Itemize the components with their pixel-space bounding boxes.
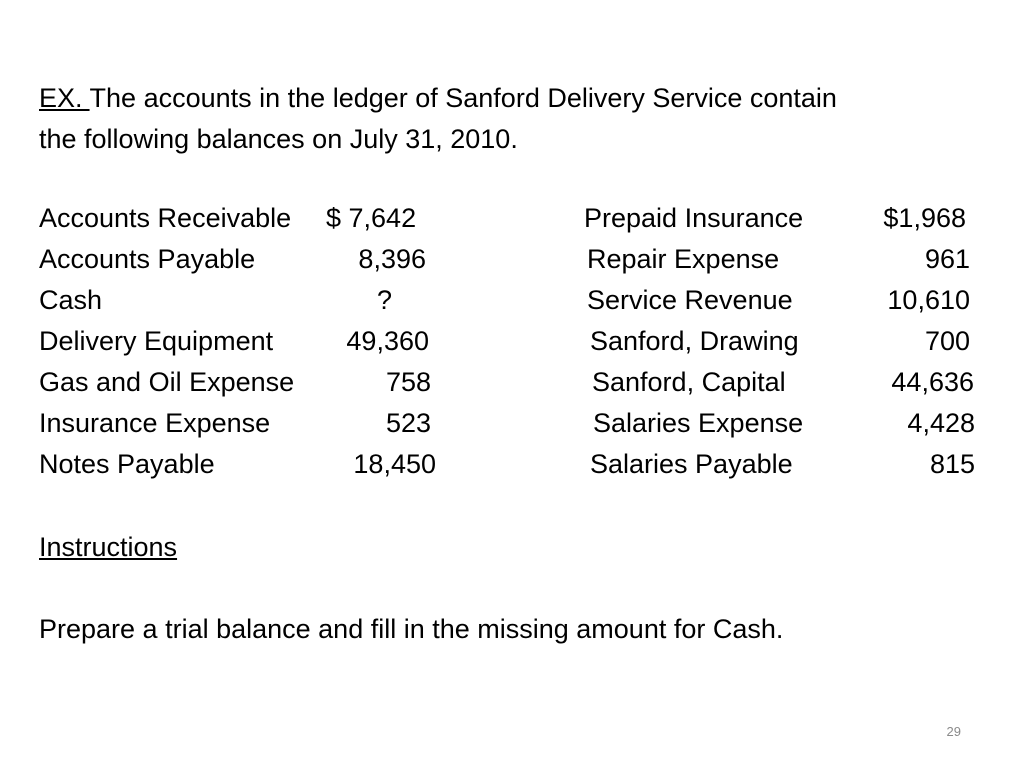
account-name: Sanford, Drawing — [590, 326, 799, 356]
account-amount: 758 — [385, 367, 431, 397]
account-amount: $1,968 — [883, 203, 966, 233]
account-name: Salaries Payable — [590, 449, 793, 479]
account-amount: 8,396 — [358, 244, 426, 274]
intro-text-1: The accounts in the ledger of Sanford Delivery Service contain — [89, 83, 837, 113]
example-label: EX. — [39, 83, 90, 113]
account-amount: 523 — [385, 408, 431, 438]
account-name: Repair Expense — [587, 244, 780, 274]
account-name: Accounts Receivable — [39, 203, 292, 233]
account-name: Salaries Expense — [593, 408, 804, 438]
account-amount: 4,428 — [907, 408, 975, 438]
account-name: Sanford, Capital — [592, 367, 786, 397]
instructions-heading: Instructions — [39, 532, 178, 562]
account-name: Insurance Expense — [39, 408, 271, 438]
account-name: Prepaid Insurance — [584, 203, 804, 233]
intro-line-2: the following balances on July 31, 2010. — [39, 124, 518, 154]
account-amount: 49,360 — [346, 326, 429, 356]
account-name: Gas and Oil Expense — [39, 367, 295, 397]
account-amount: 18,450 — [353, 449, 436, 479]
account-amount: 700 — [924, 326, 970, 356]
account-amount: $ 7,642 — [326, 203, 417, 233]
account-amount: ? — [376, 285, 392, 315]
intro-line-1 — [39, 78, 837, 119]
account-amount: 10,610 — [887, 285, 970, 315]
page-number: 29 — [946, 724, 961, 739]
account-amount: 961 — [924, 244, 970, 274]
account-amount: 44,636 — [891, 367, 974, 397]
account-amount: 815 — [929, 449, 975, 479]
instructions-text: Prepare a trial balance and fill in the missing amount for Cash. — [39, 614, 784, 644]
account-name: Delivery Equipment — [39, 326, 274, 356]
account-name: Notes Payable — [39, 449, 215, 479]
intro-paragraph — [39, 78, 837, 160]
account-name: Cash — [39, 285, 103, 315]
account-name: Accounts Payable — [39, 244, 256, 274]
account-name: Service Revenue — [587, 285, 793, 315]
